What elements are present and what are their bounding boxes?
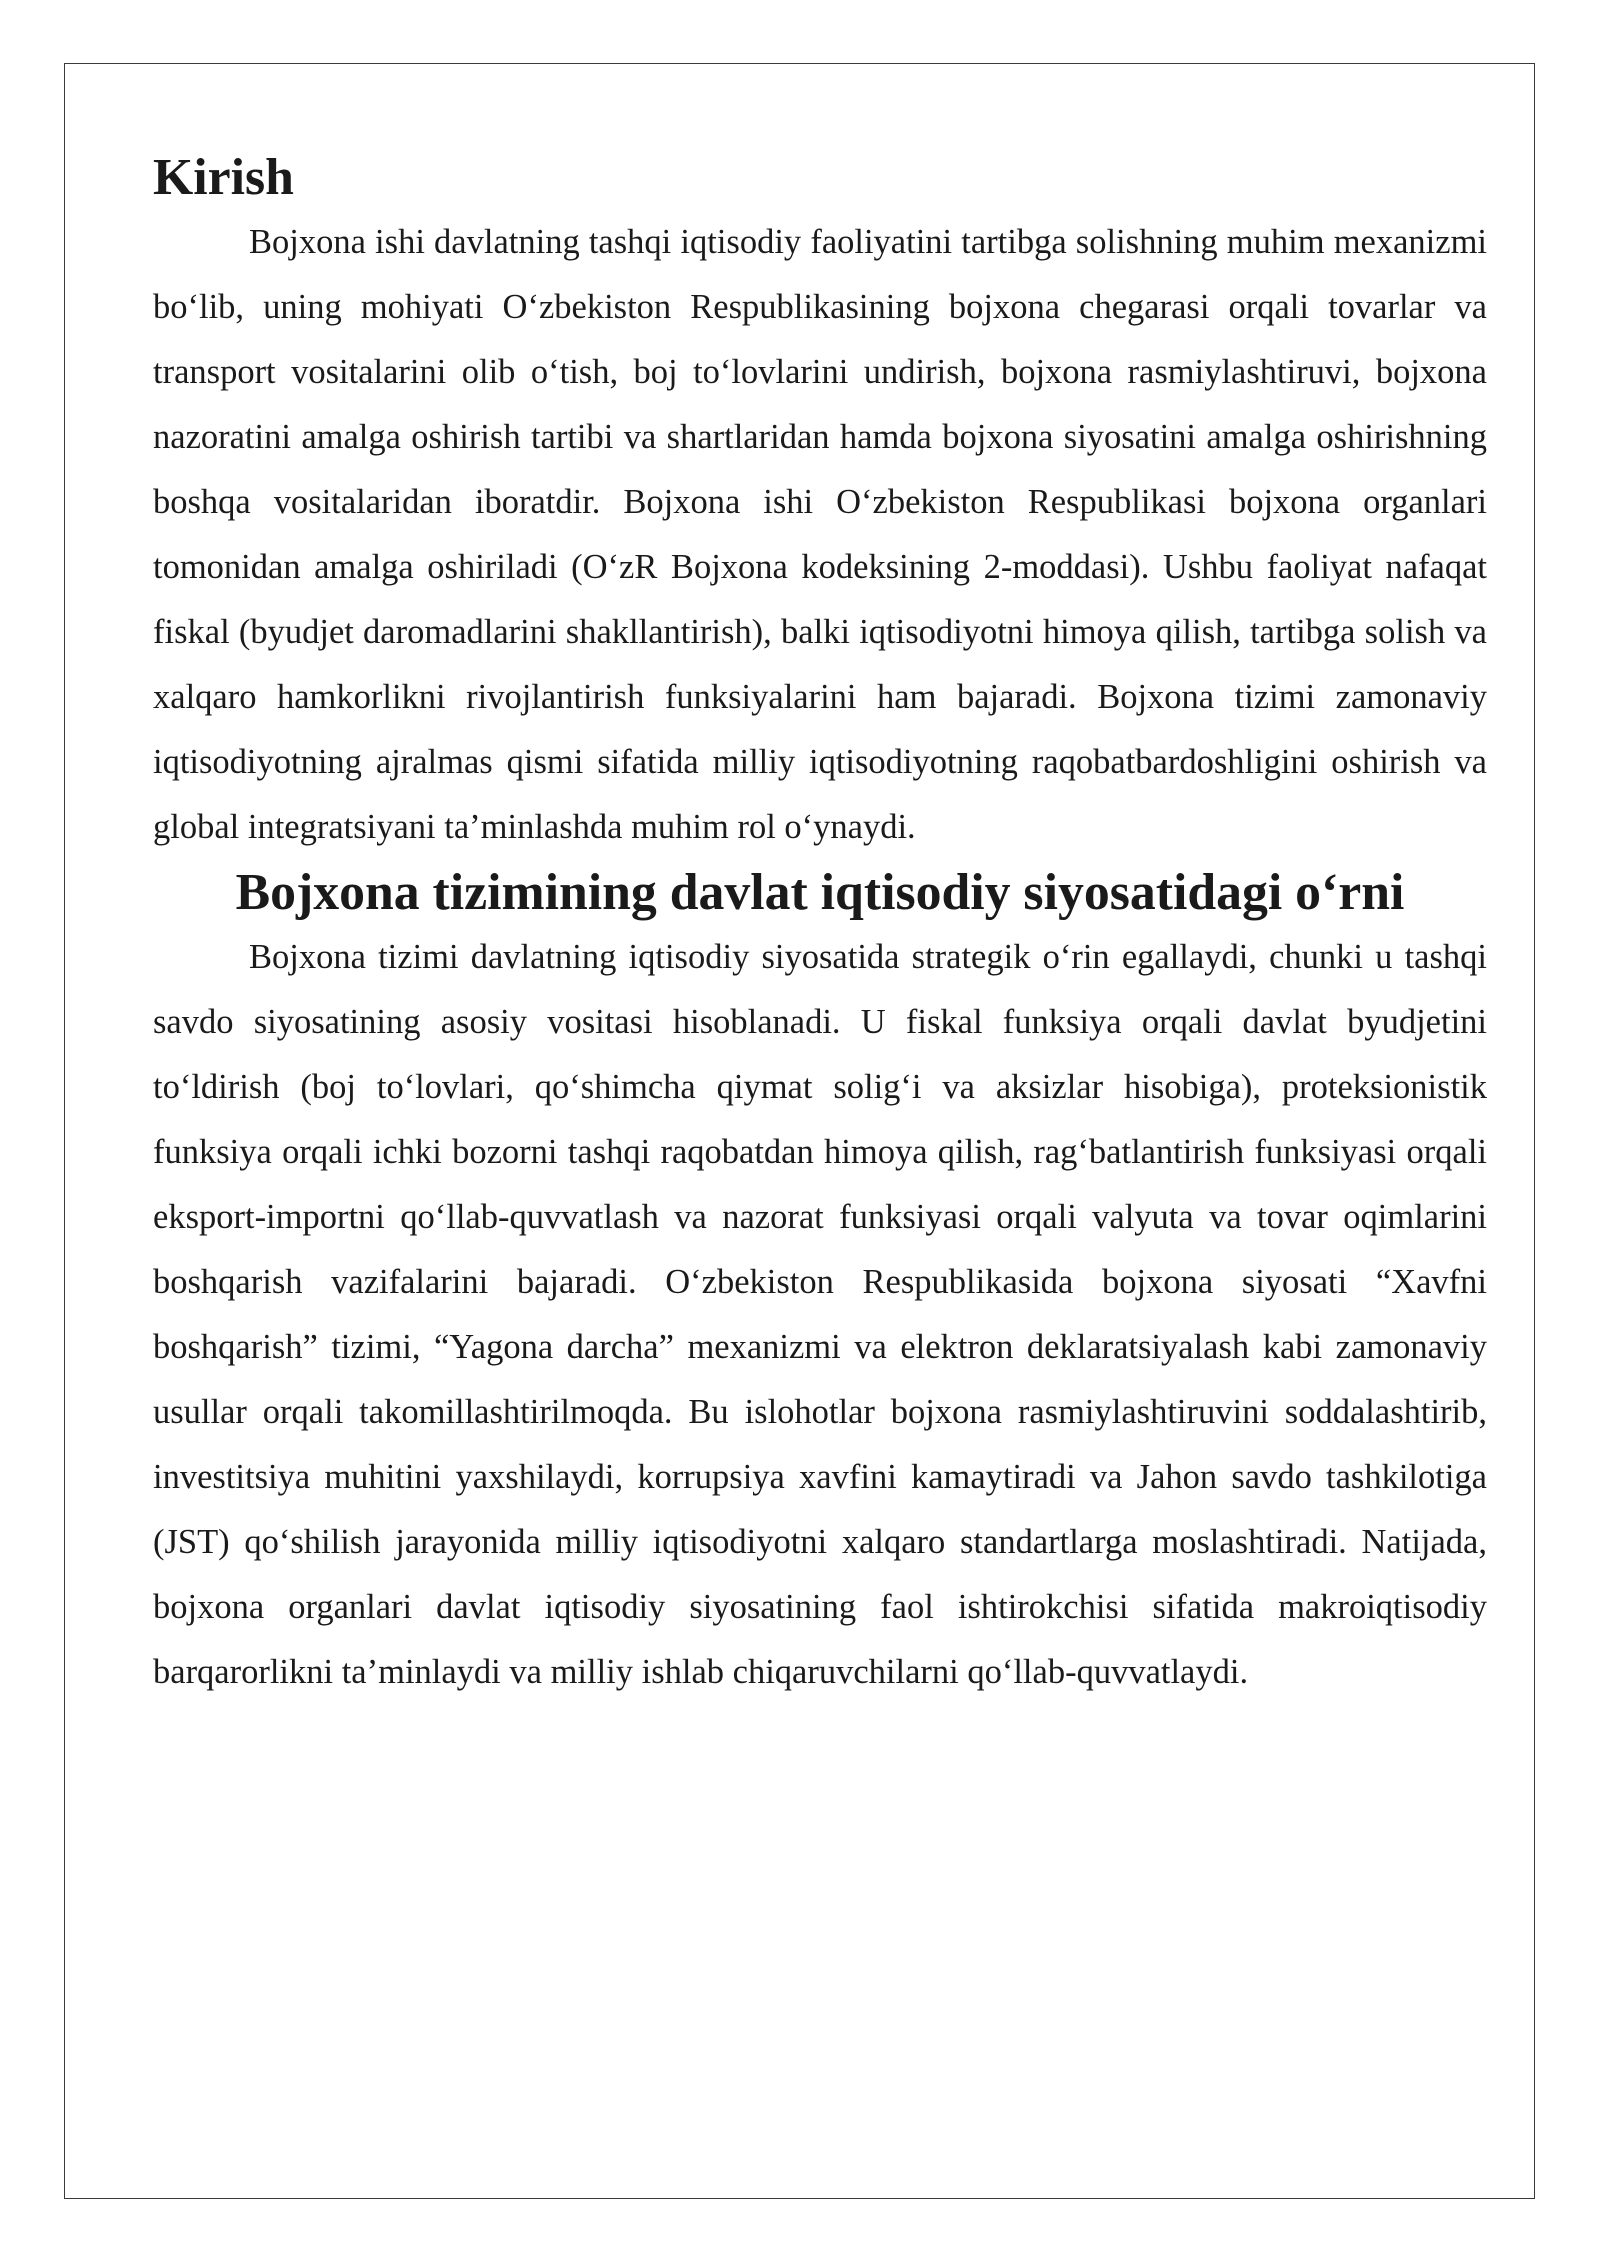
introduction-paragraph: Bojxona ishi davlatning tashqi iqtisodiy faoliyatini tartibga solishning muhim mexanizmi bo‘lib, uning mohiyati O‘zbekiston Respublikasining bojxona chegarasi orqali tovarlar va transport vositalarini olib o‘tish, boj to‘lovlarini undirish, bojxona rasmiylashtiruvi, bojxona nazoratini amalga oshirish tartibi va shartlaridan hamda bojxona siyosatini amalga oshirishning boshqa vositalaridan iboratdir. Bojxona ishi O‘zbekiston Respublikasi bojxona organlari tomonidan amalga oshiriladi (O‘zR Bojxona kodeksining 2-moddasi). Ushbu faoliyat nafaqat fiskal (byudjet daromadlarini shakllantirish), balki iqtisodiyotni himoya qilish, tartibga solish va xalqaro hamkorlikni rivojlantirish funksiyalarini ham bajaradi. Bojxona tizimi zamonaviy iqtisodiyotning ajralmas qismi sifatida milliy iqtisodiyotning raqobatbardoshligini oshirish va global integratsiyani ta’minlashda muhim rol o‘ynaydi. <box>153 223 1487 846</box>
section-heading-customs-role: Bojxona tizimining davlat iqtisodiy siyosatidagi o‘rni <box>235 864 1405 921</box>
section-heading-introduction: Kirish <box>153 149 294 206</box>
customs-role-paragraph: Bojxona tizimi davlatning iqtisodiy siyosatida strategik o‘rin egallaydi, chunki u tashqi savdo siyosatining asosiy vositasi hisoblanadi. U fiskal funksiya orqali davlat byudjetini to‘ldirish (boj to‘lovlari, qo‘shimcha qiymat solig‘i va aksizlar hisobiga), proteksionistik funksiya orqali ichki bozorni tashqi raqobatdan himoya qilish, rag‘batlantirish funksiyasi orqali eksport-importni qo‘llab-quvvatlash va nazorat funksiyasi orqali valyuta va tovar oqimlarini boshqarish vazifalarini bajaradi. O‘zbekiston Respublikasida bojxona siyosati “Xavfni boshqarish” tizimi, “Yagona darcha” mexanizmi va elektron deklaratsiyalash kabi zamonaviy usullar orqali takomillashtirilmoqda. Bu islohotlar bojxona rasmiylashtiruvini soddalashtirib, investitsiya muhitini yaxshilaydi, korrupsiya xavfini kamaytiradi va Jahon savdo tashkilotiga (JST) qo‘shilish jarayonida milliy iqtisodiyotni xalqaro standartlarga moslashtiradi. Natijada, bojxona organlari davlat iqtisodiy siyosatining faol ishtirokchisi sifatida makroiqtisodiy barqarorlikni ta’minlaydi va milliy ishlab chiqaruvchilarni qo‘llab-quvvatlaydi. <box>153 938 1487 1691</box>
document-body <box>153 145 1487 1705</box>
